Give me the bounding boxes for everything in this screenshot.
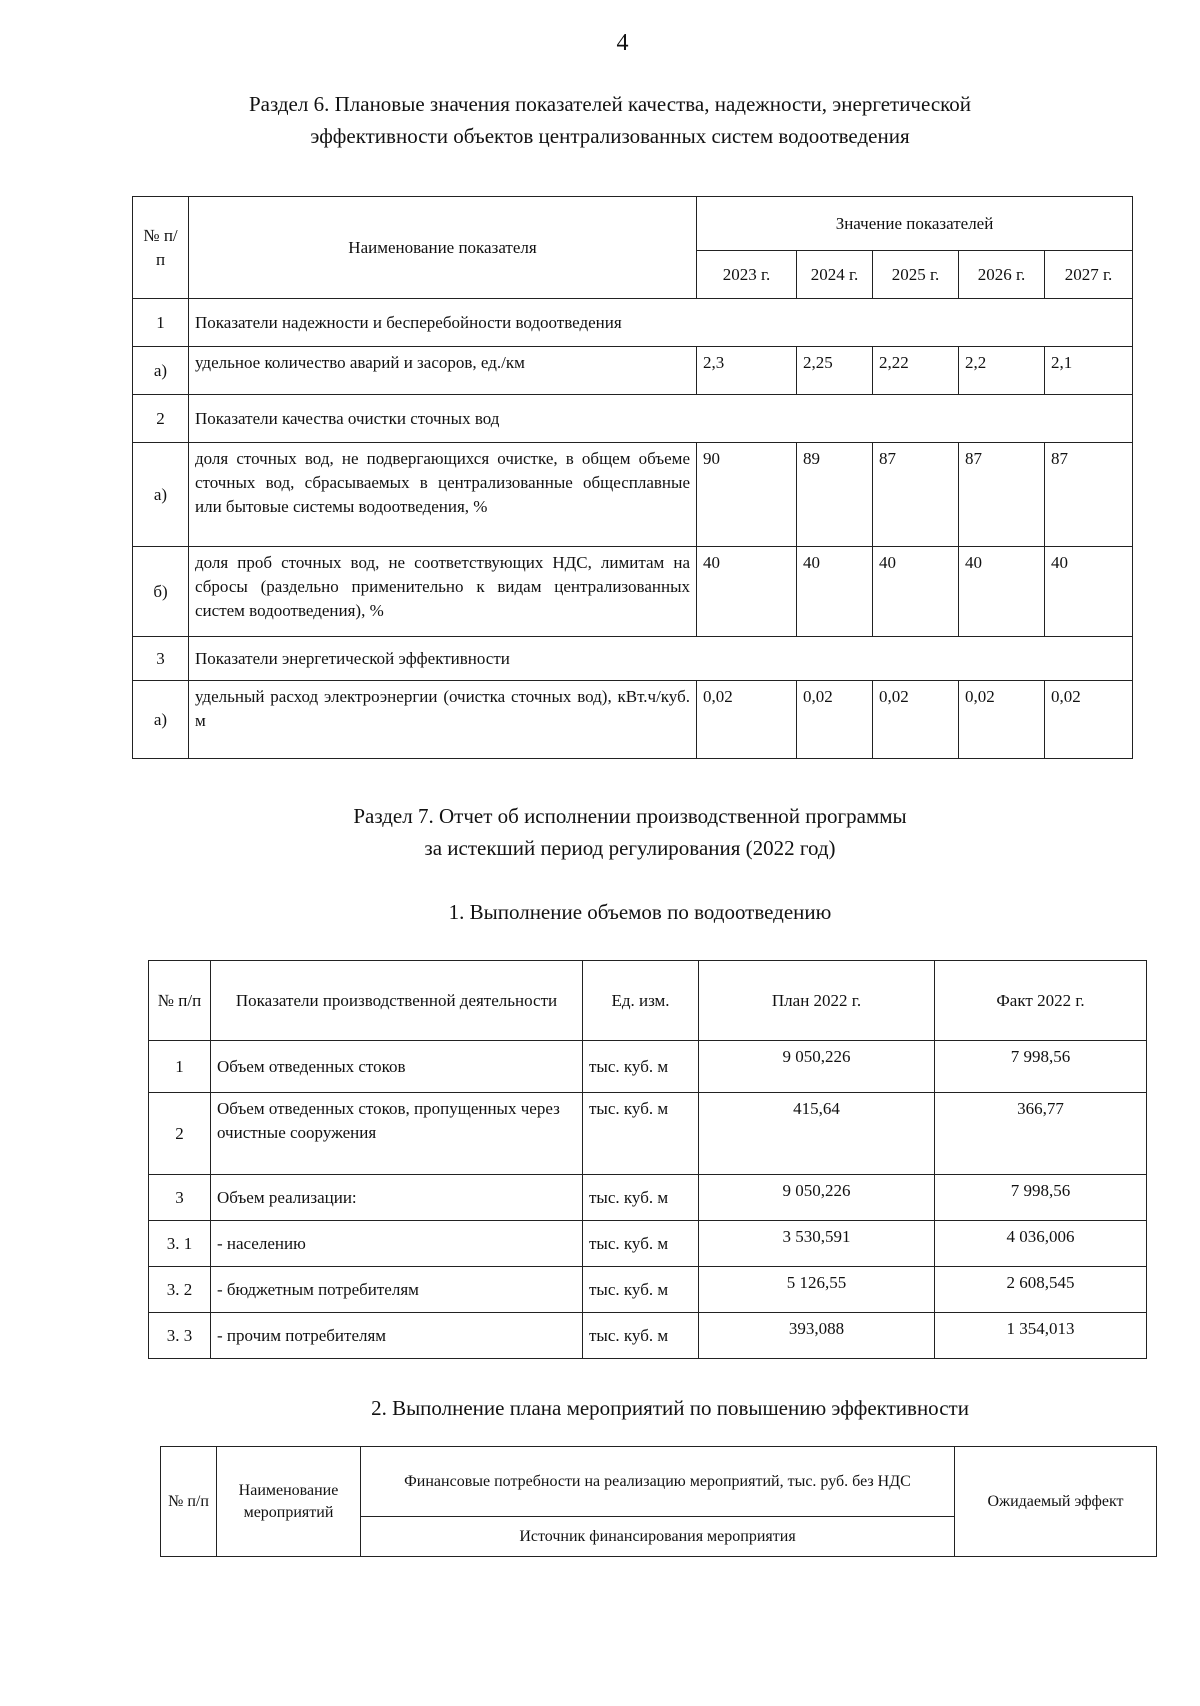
t3-header-num: № п/п [161, 1447, 217, 1557]
row-fact: 7 998,56 [935, 1175, 1147, 1221]
row-fact: 2 608,545 [935, 1267, 1147, 1313]
indicator-value: 90 [697, 443, 797, 547]
section7-title-line2: за истекший период регулирования (2022 год) [424, 836, 836, 860]
measures-table [160, 1446, 1157, 1557]
table-row [149, 1175, 1147, 1221]
indicator-value: 0,02 [1045, 681, 1133, 759]
t3-header-name: Наименование мероприятий [217, 1447, 361, 1557]
indicator-value: 0,02 [697, 681, 797, 759]
row-name: - населению [211, 1221, 583, 1267]
row-num: 3 [133, 637, 189, 681]
row-plan: 3 530,591 [699, 1221, 935, 1267]
group-label: Показатели качества очистки сточных вод [189, 395, 1133, 443]
row-num: 3. 1 [149, 1221, 211, 1267]
row-num: 1 [149, 1041, 211, 1093]
volumes-body [149, 1041, 1147, 1359]
header-name: Наименование показателя [189, 197, 697, 299]
indicator-value: 40 [797, 547, 873, 637]
indicator-value: 87 [959, 443, 1045, 547]
table-row [149, 1041, 1147, 1093]
section7-sub1: 1. Выполнение объемов по водоотведению [448, 900, 832, 924]
section6-title-line2: эффективности объектов централизованных систем водоотведения [310, 124, 910, 148]
row-fact: 1 354,013 [935, 1313, 1147, 1359]
t3-header-finance: Финансовые потребности на реализацию мероприятий, тыс. руб. без НДС [361, 1447, 955, 1517]
row-unit: тыс. куб. м [583, 1221, 699, 1267]
t3-header-effect: Ожидаемый эффект [955, 1447, 1157, 1557]
indicator-row [133, 681, 1133, 759]
row-plan: 5 126,55 [699, 1267, 935, 1313]
row-unit: тыс. куб. м [583, 1267, 699, 1313]
header-num: № п/п [133, 197, 189, 299]
row-unit: тыс. куб. м [583, 1093, 699, 1175]
indicator-value: 40 [873, 547, 959, 637]
row-plan: 415,64 [699, 1093, 935, 1175]
row-num: 3. 2 [149, 1267, 211, 1313]
row-plan: 9 050,226 [699, 1041, 935, 1093]
t2-header-unit: Ед. изм. [583, 961, 699, 1041]
group-label: Показатели энергетической эффективности [189, 637, 1133, 681]
indicator-label: доля проб сточных вод, не соответствующих НДС, лимитам на сбросы (раздельно применительно к видам централизованных систем водоотведения), % [189, 547, 697, 637]
section6-body [133, 299, 1133, 759]
t2-header-fact: Факт 2022 г. [935, 961, 1147, 1041]
row-num: 2 [149, 1093, 211, 1175]
section6-indicators-table [132, 196, 1133, 759]
row-fact: 7 998,56 [935, 1041, 1147, 1093]
row-unit: тыс. куб. м [583, 1313, 699, 1359]
row-num: а) [133, 347, 189, 395]
indicator-label: удельное количество аварий и засоров, ед./км [189, 347, 697, 395]
indicator-value: 40 [1045, 547, 1133, 637]
page-number: 4 [616, 30, 629, 56]
indicator-value: 87 [873, 443, 959, 547]
section6-title-line1: Раздел 6. Плановые значения показателей качества, надежности, энергетической [248, 92, 972, 116]
row-name: - бюджетным потребителям [211, 1267, 583, 1313]
indicator-value: 40 [697, 547, 797, 637]
header-year: 2026 г. [959, 251, 1045, 299]
row-plan: 393,088 [699, 1313, 935, 1359]
row-num: 3 [149, 1175, 211, 1221]
row-plan: 9 050,226 [699, 1175, 935, 1221]
indicator-value: 2,2 [959, 347, 1045, 395]
indicator-value: 2,25 [797, 347, 873, 395]
row-num: а) [133, 681, 189, 759]
table-row [149, 1093, 1147, 1175]
row-num: б) [133, 547, 189, 637]
row-unit: тыс. куб. м [583, 1041, 699, 1093]
volumes-table [148, 960, 1147, 1359]
group-row [133, 299, 1133, 347]
table-row [149, 1267, 1147, 1313]
table-row [149, 1221, 1147, 1267]
indicator-value: 2,22 [873, 347, 959, 395]
indicator-label: удельный расход электроэнергии (очистка сточных вод), кВт.ч/куб. м [189, 681, 697, 759]
indicator-row [133, 547, 1133, 637]
indicator-value: 2,1 [1045, 347, 1133, 395]
group-label: Показатели надежности и бесперебойности водоотведения [189, 299, 1133, 347]
row-name: Объем реализации: [211, 1175, 583, 1221]
header-year: 2027 г. [1045, 251, 1133, 299]
group-row [133, 395, 1133, 443]
row-fact: 4 036,006 [935, 1221, 1147, 1267]
indicator-value: 40 [959, 547, 1045, 637]
row-fact: 366,77 [935, 1093, 1147, 1175]
t3-header-source: Источник финансирования мероприятия [361, 1517, 955, 1557]
indicator-value: 0,02 [797, 681, 873, 759]
indicator-value: 0,02 [959, 681, 1045, 759]
indicator-row [133, 443, 1133, 547]
header-year: 2024 г. [797, 251, 873, 299]
header-year: 2023 г. [697, 251, 797, 299]
row-unit: тыс. куб. м [583, 1175, 699, 1221]
header-year: 2025 г. [873, 251, 959, 299]
group-row [133, 637, 1133, 681]
row-name: - прочим потребителям [211, 1313, 583, 1359]
header-values: Значение показателей [697, 197, 1133, 251]
section6-title [150, 88, 1070, 152]
row-name: Объем отведенных стоков [211, 1041, 583, 1093]
indicator-label: доля сточных вод, не подвергающихся очистке, в общем объеме сточных вод, сбрасываемых в централизованные общесплавные или бытовые системы водоотведения, % [189, 443, 697, 547]
indicator-value: 89 [797, 443, 873, 547]
row-num: 1 [133, 299, 189, 347]
indicator-value: 87 [1045, 443, 1133, 547]
section7-title-line1: Раздел 7. Отчет об исполнении производственной программы [353, 804, 907, 828]
row-num: а) [133, 443, 189, 547]
table-row [149, 1313, 1147, 1359]
section7-sub2: 2. Выполнение плана мероприятий по повышению эффективности [371, 1396, 969, 1420]
t2-header-num: № п/п [149, 961, 211, 1041]
section7-title [250, 800, 1010, 864]
t2-header-name: Показатели производственной деятельности [211, 961, 583, 1041]
row-num: 2 [133, 395, 189, 443]
row-name: Объем отведенных стоков, пропущенных через очистные сооружения [211, 1093, 583, 1175]
indicator-row [133, 347, 1133, 395]
indicator-value: 2,3 [697, 347, 797, 395]
indicator-value: 0,02 [873, 681, 959, 759]
t2-header-plan: План 2022 г. [699, 961, 935, 1041]
row-num: 3. 3 [149, 1313, 211, 1359]
